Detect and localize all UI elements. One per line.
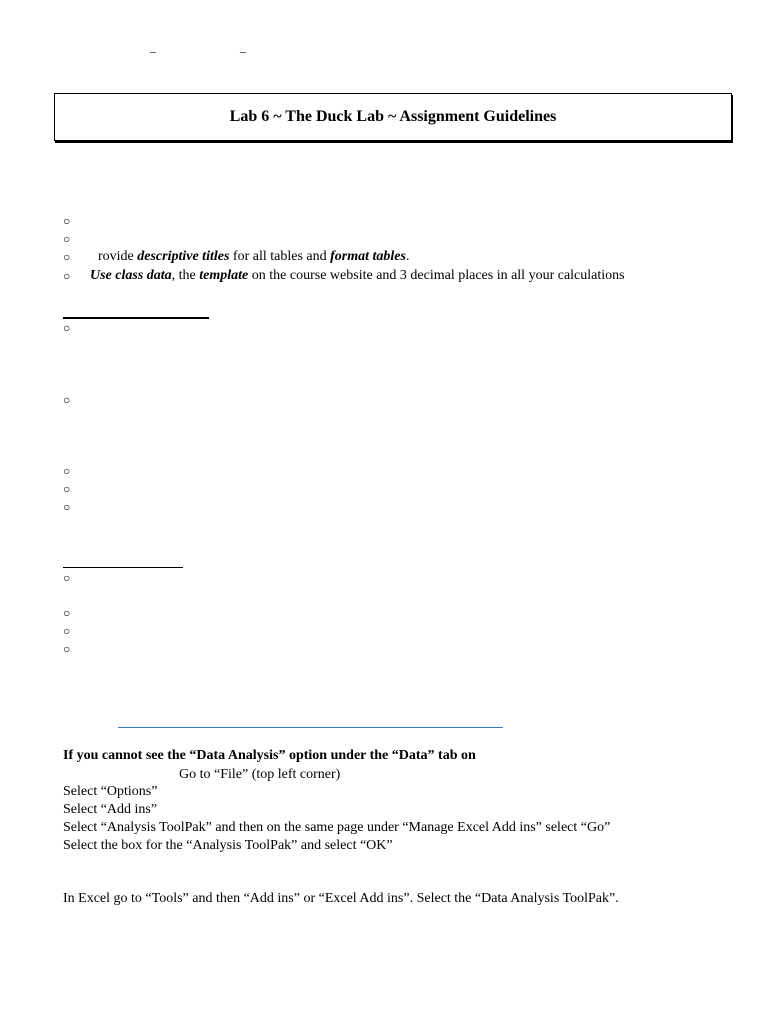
bullet-icon: ○ <box>63 464 71 478</box>
bullet-icon: ○ <box>63 642 71 656</box>
guideline-text: . <box>405 249 410 264</box>
guideline-emphasis: template <box>199 268 249 283</box>
bullet-icon: ○ <box>63 500 71 514</box>
bullet-icon: ○ <box>63 321 71 335</box>
bullet-icon: ○ <box>63 624 71 638</box>
guideline-text: , the <box>171 268 200 283</box>
guideline-emphasis: descriptive titles <box>137 249 230 264</box>
header-dash-1: – <box>150 44 156 58</box>
guideline-text: for all tables and <box>229 249 331 264</box>
bullet-icon: ○ <box>63 269 71 283</box>
section-heading-underline <box>63 567 183 568</box>
excel-step: Select “Analysis ToolPak” and then on the same page under “Manage Excel Add ins” select “Go” <box>63 820 611 835</box>
guideline-text: rovide <box>98 249 138 264</box>
title-box <box>54 93 732 141</box>
guideline-emphasis: Use class data <box>90 268 172 283</box>
section-heading-underline <box>63 317 209 319</box>
guideline-item-data <box>90 267 625 285</box>
guideline-item-tables <box>98 248 409 266</box>
page-title: Lab 6 ~ The Duck Lab ~ Assignment Guidelines <box>229 108 557 125</box>
excel-step: Select “Add ins” <box>63 802 158 817</box>
excel-step: Go to “File” (top left corner) <box>179 767 341 782</box>
bullet-icon: ○ <box>63 393 71 407</box>
excel-help-heading: If you cannot see the “Data Analysis” option under the “Data” tab on <box>63 748 476 763</box>
link-underline[interactable] <box>118 727 503 728</box>
bullet-icon: ○ <box>63 250 71 264</box>
bullet-icon: ○ <box>63 571 71 585</box>
guideline-emphasis: format tables <box>330 249 406 264</box>
excel-step: Select “Options” <box>63 784 158 799</box>
header-dash-2: – <box>240 44 246 58</box>
bullet-icon: ○ <box>63 606 71 620</box>
bullet-icon: ○ <box>63 482 71 496</box>
excel-mac-note: In Excel go to “Tools” and then “Add ins” or “Excel Add ins”. Select the “Data Analysis ToolPak”. <box>63 891 619 906</box>
excel-step: Select the box for the “Analysis ToolPak” and select “OK” <box>63 838 393 853</box>
guideline-text: on the course website and 3 decimal places in all your calculations <box>248 268 625 283</box>
bullet-icon: ○ <box>63 232 71 246</box>
bullet-icon: ○ <box>63 214 71 228</box>
